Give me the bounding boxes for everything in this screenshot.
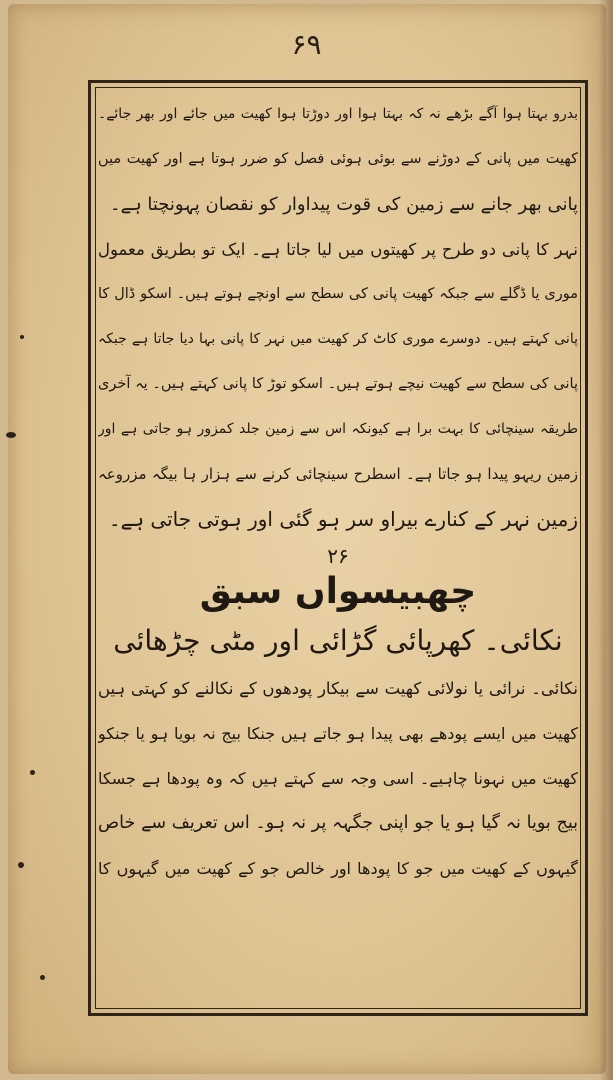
lesson-title: چھبیسواں سبق xyxy=(199,571,477,612)
paragraph-3-line: نکائی۔ نرائی یا نولائی کھیت سے بیکار پودھوں کے نکالنے کو کہتی ہیں xyxy=(98,679,578,698)
paragraph-2-line: زمین ریہو پیدا ہو جاتا ہے۔ اسطرح سینچائی کرنے سے ہزار ہا بیگہ مزروعہ xyxy=(98,465,578,483)
paragraph-3-line: گیہوں کے کھیت میں جو کا پودھا اور خالص جو کے کھیت میں گیہوں کا xyxy=(98,859,578,878)
paragraph-3-line: کھیت میں ایسے پودھے بھی پیدا ہو جاتے ہیں جنکا بیج نہ بویا ہو یا جنکو xyxy=(98,724,578,743)
paragraph-2-line: پانی کہتے ہیں۔ دوسرے موری کاٹ کر کھیت میں نہر کا پانی بہا دیا جاتا ہے جبکہ xyxy=(98,331,578,347)
paragraph-1-line: پانی بھر جانے سے زمین کی قوت پیداوار کو نقصان پہونچتا ہے۔ xyxy=(110,194,578,215)
page-body xyxy=(98,92,578,1008)
paragraph-1-line: کھیت میں پانی کے دوڑنے سے بوئی ہوئی فصل کو ضرر ہوتا ہے اور کھیت میں xyxy=(98,151,578,167)
ink-speck xyxy=(6,432,16,438)
paragraph-3-line: بیج بویا نہ گیا ہو یا جو اپنی جگہہ پر نہ ہو۔ اس تعریف سے خاص xyxy=(98,813,578,833)
ink-speck xyxy=(40,975,45,980)
paragraph-2-line: نہر کا پانی دو طرح پر کھیتوں میں لیا جاتا ہے۔ ایک تو بطریق معمول xyxy=(98,240,578,259)
paragraph-2-line: طریقہ سینچائی کا بہت برا ہے کیونکہ اس سے زمین جلد کمزور ہو جاتی ہے اور xyxy=(98,421,578,437)
paragraph-1-line: بدرو بہتا ہوا آگے بڑھے نہ کہ بہتا ہوا اور دوڑتا ہوا کھیت میں جائے اور بھر جائے۔ xyxy=(98,106,578,122)
ink-speck xyxy=(18,862,24,868)
paragraph-2-line: پانی کی سطح سے کھیت نیچے ہوتے ہیں۔ اسکو توڑ کا پانی کہتے ہیں۔ یہ آخری xyxy=(98,376,578,392)
paragraph-3-line: کھیت میں نہونا چاہیے۔ اسی وجہ سے کہتے ہیں کہ وہ پودھا ہے جسکا xyxy=(98,769,578,788)
ink-speck xyxy=(30,770,35,775)
paragraph-2-line: زمین نہر کے کنارے بیراو سر ہو گئی اور ہوتی جاتی ہے۔ xyxy=(108,507,578,531)
paragraph-2-line: موری یا ڈگلے سے جبکہ کھیت پانی کی سطح سے اونچے ہوتے ہیں۔ اسکو ڈال کا xyxy=(98,286,578,302)
page-number: ۶۹ xyxy=(291,28,322,61)
page-edge-shadow xyxy=(599,0,613,1080)
lesson-subtitle: نکائی۔ کھرپائی گڑائی اور مٹی چڑھائی xyxy=(113,624,563,657)
lesson-number: ۲۶ xyxy=(327,544,349,568)
ink-speck xyxy=(20,335,24,339)
